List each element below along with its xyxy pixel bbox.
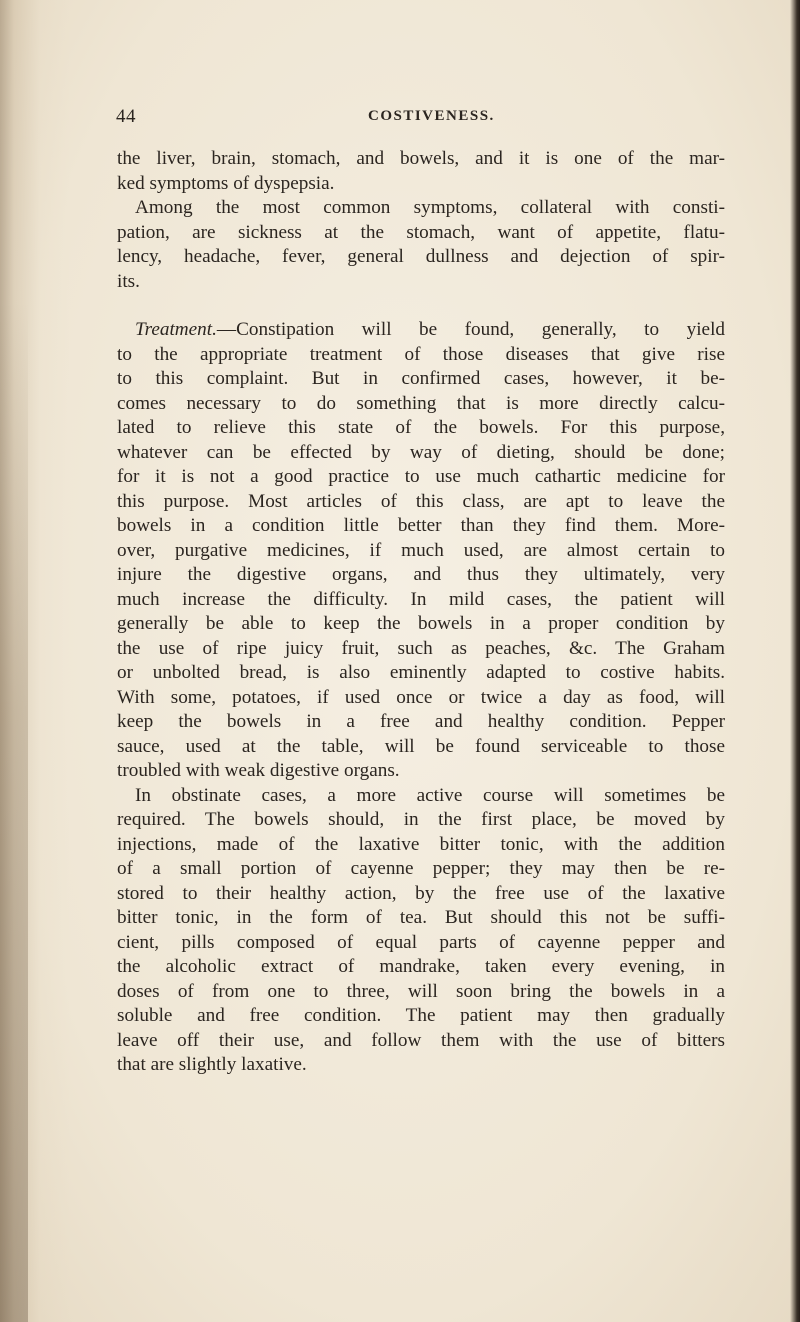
text-line: injure the digestive organs, and thus they ultimately, very [117,564,725,585]
text-line: bitter tonic, in the form of tea. But should this not be suffi- [117,907,725,928]
text-line: its. [117,270,140,292]
text-line: lated to relieve this state of the bowels. For this purpose, [117,417,725,438]
text-line: the use of ripe juicy fruit, such as peaches, &c. The Graham [117,637,725,659]
text-line: keep the bowels in a free and healthy condition. Pepper [117,711,725,732]
running-title: COSTIVENESS. [368,108,495,124]
text-line: this purpose. Most articles of this class, are apt to leave the [117,490,725,512]
text-line: soluble and free condition. The patient may then gradually [117,1005,725,1026]
text-line: injections, made of the laxative bitter tonic, with the addition [117,833,725,855]
paragraph [117,784,725,1078]
paragraph [117,147,725,196]
text-line: to this complaint. But in confirmed cases, however, it be- [117,368,725,389]
text-line: whatever can be effected by way of dieting, should be done; [117,441,725,463]
text-line: In obstinate cases, a more active course will sometimes be [135,784,725,806]
text-line: ked symptoms of dyspepsia. [117,172,335,194]
text-line: to the appropriate treatment of those diseases that give rise [117,343,725,365]
text-line: of a small portion of cayenne pepper; they may then be re- [117,858,725,879]
text-line: the liver, brain, stomach, and bowels, and it is one of the mar- [117,148,725,169]
body-text [117,147,725,1078]
text-line: much increase the difficulty. In mild cases, the patient will [117,588,725,610]
text-line [117,318,725,343]
text-line: pation, are sickness at the stomach, want of appetite, flatu- [117,221,725,243]
text-line: for it is not a good practice to use much cathartic medicine for [117,466,725,487]
text-line: sauce, used at the table, will be found serviceable to those [117,735,725,757]
text-line: the alcoholic extract of mandrake, taken every evening, in [117,956,725,977]
page-binding-shadow [790,0,800,1322]
page-number: 44 [116,106,136,127]
paragraph [117,196,725,294]
text-line: stored to their healthy action, by the free use of the laxative [117,882,725,904]
text-line: comes necessary to do something that is more directly calcu- [117,392,725,414]
text-line: over, purgative medicines, if much used, are almost certain to [117,539,725,561]
treatment-heading: Treatment. [135,319,217,340]
paragraph [117,318,725,784]
page-edge-stain [0,300,28,1322]
text-line: required. The bowels should, in the first place, be moved by [117,809,725,830]
text-line: troubled with weak digestive organs. [117,760,400,781]
text-line: lency, headache, fever, general dullness and dejection of spir- [117,246,725,267]
text-line: bowels in a condition little better than they find them. More- [117,515,725,536]
text-line: With some, potatoes, if used once or twice a day as food, will [117,686,725,708]
text-line: generally be able to keep the bowels in a proper condition by [117,613,725,634]
text-span: —Constipation will be found, generally, to yield [216,319,725,340]
text-line: or unbolted bread, is also eminently adapted to costive habits. [117,662,725,683]
text-line: that are slightly laxative. [117,1054,307,1075]
text-line: leave off their use, and follow them with the use of bitters [117,1029,725,1051]
text-line: cient, pills composed of equal parts of cayenne pepper and [117,931,725,953]
text-line: Among the most common symptoms, collateral with consti- [135,197,725,218]
running-head [116,106,716,132]
text-line: doses of from one to three, will soon bring the bowels in a [117,980,725,1002]
